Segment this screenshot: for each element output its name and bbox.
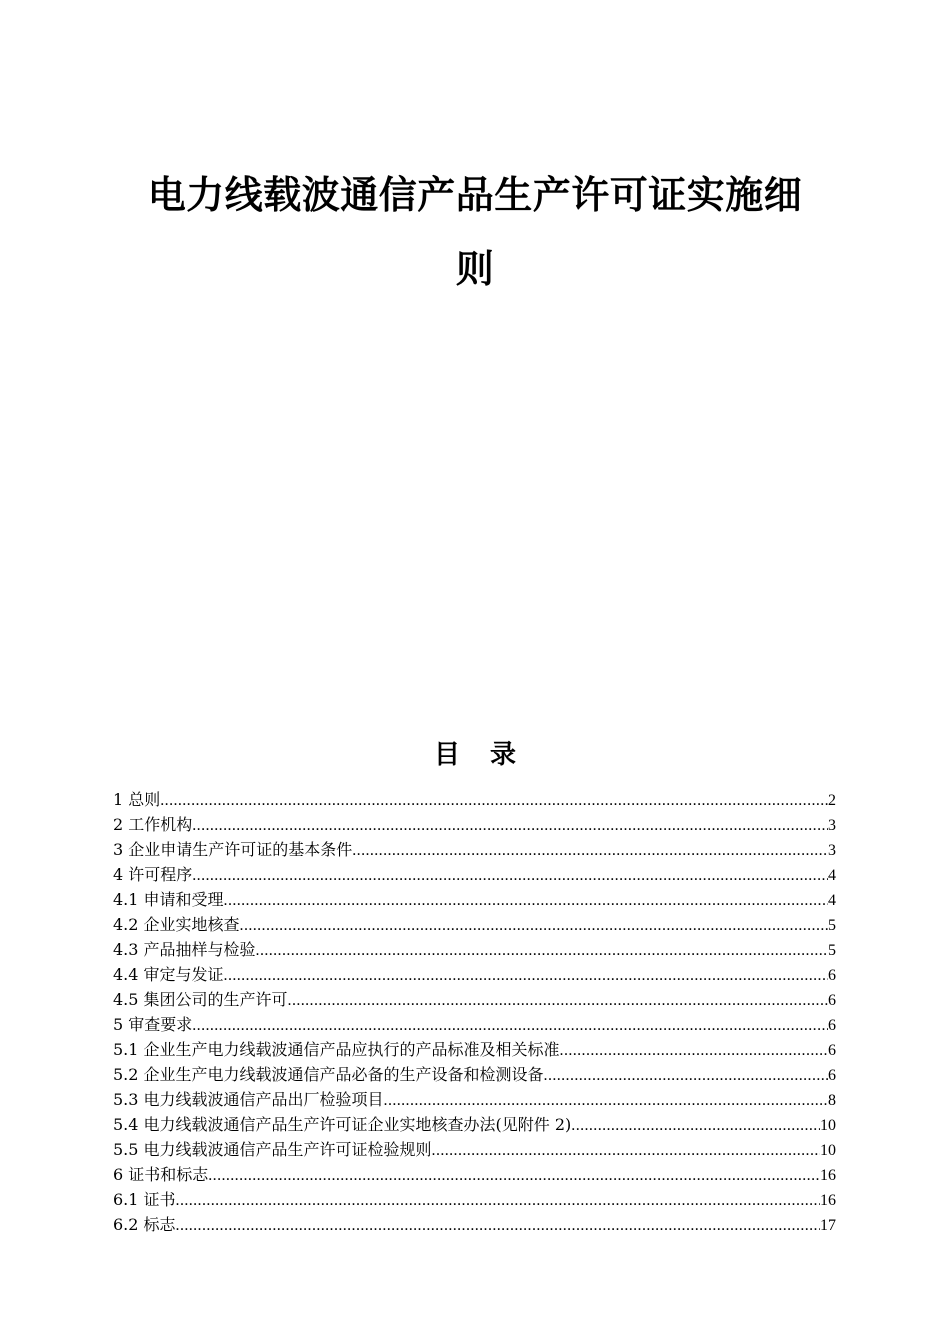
toc-entry-page-number: 10 <box>820 1117 836 1134</box>
toc-dot-leader <box>192 813 828 837</box>
toc-entry-label: 5.4 电力线载波通信产品生产许可证企业实地核查办法(见附件 2) <box>113 1115 572 1134</box>
toc-entry-label: 4.1 申请和受理 <box>113 890 224 909</box>
toc-entry-label: 5.1 企业生产电力线载波通信产品应执行的产品标准及相关标准 <box>113 1040 560 1059</box>
toc-entry-page-number: 3 <box>828 842 836 859</box>
toc-entry[interactable] <box>113 1162 836 1187</box>
toc-dot-leader <box>432 1138 820 1162</box>
toc-entry[interactable] <box>113 1112 836 1137</box>
toc-entry[interactable] <box>113 812 836 837</box>
toc-entry-page-number: 3 <box>828 817 836 834</box>
toc-entry-label: 5.5 电力线载波通信产品生产许可证检验规则 <box>113 1140 432 1159</box>
document-title-line-1: 电力线载波通信产品生产许可证实施细 <box>147 172 803 217</box>
toc-entry[interactable] <box>113 912 836 937</box>
toc-entry-label: 6 证书和标志 <box>113 1165 209 1184</box>
toc-entry-label: 4 许可程序 <box>113 865 193 884</box>
toc-dot-leader <box>192 863 828 887</box>
toc-dot-leader <box>208 1163 820 1187</box>
toc-entry-page-number: 10 <box>820 1142 836 1159</box>
toc-entry[interactable] <box>113 837 836 862</box>
document-title <box>100 158 850 306</box>
toc-entry[interactable] <box>113 962 836 987</box>
toc-dot-leader <box>560 1038 828 1062</box>
toc-entry-page-number: 6 <box>828 1042 836 1059</box>
toc-dot-leader <box>288 988 828 1012</box>
toc-entry-page-number: 16 <box>820 1167 836 1184</box>
toc-dot-leader <box>240 913 828 937</box>
toc-heading-text: 目录 <box>433 740 546 770</box>
toc-entry-page-number: 17 <box>820 1217 836 1234</box>
toc-entry-label: 6.1 证书 <box>113 1190 176 1209</box>
toc-dot-leader <box>256 938 828 962</box>
toc-entry-label: 5.2 企业生产电力线载波通信产品必备的生产设备和检测设备 <box>113 1065 544 1084</box>
toc-entry-label: 5.3 电力线载波通信产品出厂检验项目 <box>113 1090 384 1109</box>
toc-entry[interactable] <box>113 1137 836 1162</box>
toc-dot-leader <box>160 788 828 812</box>
toc-entry[interactable] <box>113 887 836 912</box>
toc-entry-page-number: 4 <box>828 892 836 909</box>
toc-entry[interactable] <box>113 1212 836 1237</box>
toc-dot-leader <box>192 1013 828 1037</box>
document-title-line-2: 则 <box>455 246 495 291</box>
toc-entry-page-number: 6 <box>828 967 836 984</box>
toc-entry[interactable] <box>113 987 836 1012</box>
toc-entry-label: 4.3 产品抽样与检验 <box>113 940 256 959</box>
toc-entry-label: 3 企业申请生产许可证的基本条件 <box>113 840 353 859</box>
toc-entry-label: 1 总则 <box>113 790 161 809</box>
toc-dot-leader <box>224 963 828 987</box>
toc-dot-leader <box>384 1088 828 1112</box>
toc-entry-page-number: 8 <box>828 1092 836 1109</box>
toc-entry-page-number: 6 <box>828 1067 836 1084</box>
toc-entry[interactable] <box>113 937 836 962</box>
toc-dot-leader <box>352 838 828 862</box>
toc-entry-page-number: 16 <box>820 1192 836 1209</box>
toc-entry[interactable] <box>113 787 836 812</box>
toc-heading <box>0 735 950 775</box>
toc-entry[interactable] <box>113 1062 836 1087</box>
toc-dot-leader <box>544 1063 828 1087</box>
table-of-contents <box>113 787 836 1237</box>
toc-entry[interactable] <box>113 1012 836 1037</box>
toc-entry-page-number: 5 <box>828 917 836 934</box>
toc-entry-label: 4.5 集团公司的生产许可 <box>113 990 288 1009</box>
toc-entry-label: 5 审查要求 <box>113 1015 193 1034</box>
toc-entry-page-number: 2 <box>828 792 836 809</box>
toc-dot-leader <box>176 1213 820 1237</box>
toc-entry-page-number: 6 <box>828 1017 836 1034</box>
toc-entry[interactable] <box>113 1187 836 1212</box>
toc-dot-leader <box>224 888 828 912</box>
toc-dot-leader <box>571 1113 820 1137</box>
toc-entry-label: 2 工作机构 <box>113 815 193 834</box>
toc-entry-label: 4.4 审定与发证 <box>113 965 224 984</box>
toc-entry-page-number: 4 <box>828 867 836 884</box>
toc-entry-label: 4.2 企业实地核查 <box>113 915 240 934</box>
toc-entry[interactable] <box>113 1087 836 1112</box>
toc-entry-label: 6.2 标志 <box>113 1215 176 1234</box>
toc-dot-leader <box>176 1188 820 1212</box>
toc-entry[interactable] <box>113 862 836 887</box>
toc-entry-page-number: 5 <box>828 942 836 959</box>
toc-entry[interactable] <box>113 1037 836 1062</box>
toc-entry-page-number: 6 <box>828 992 836 1009</box>
